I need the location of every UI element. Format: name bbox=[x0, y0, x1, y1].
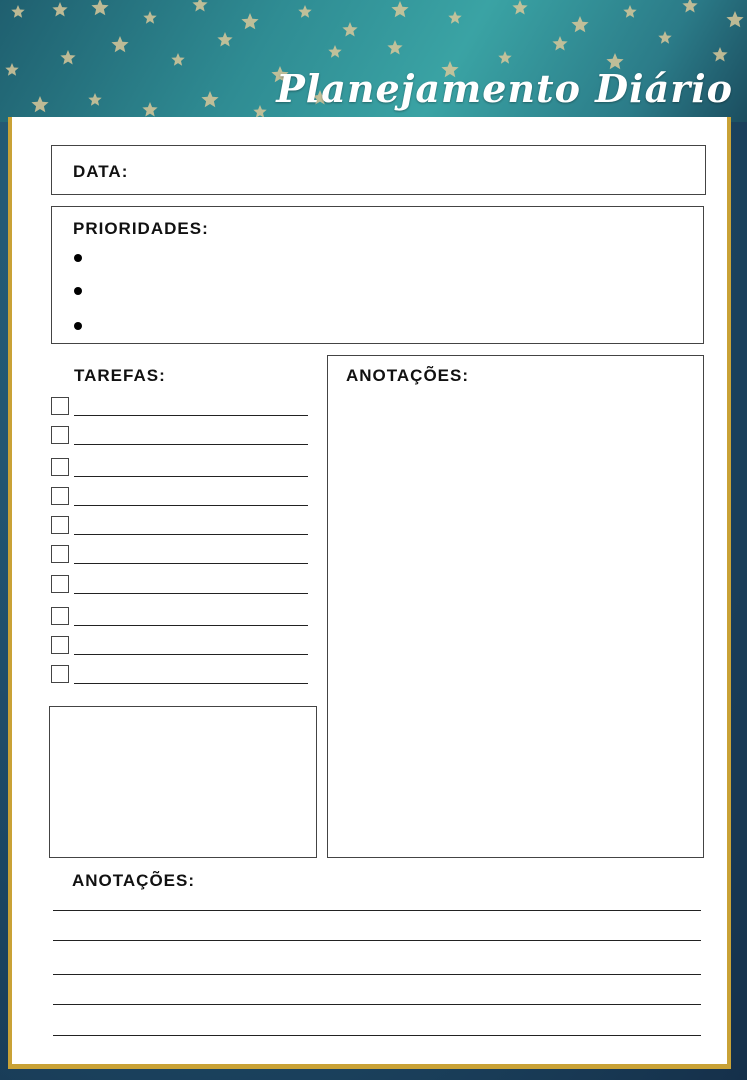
notes-panel-label: ANOTAÇÕES: bbox=[346, 366, 470, 385]
task-checkbox[interactable] bbox=[51, 665, 69, 683]
notes-panel[interactable] bbox=[327, 355, 704, 858]
star-icon bbox=[88, 93, 101, 106]
star-icon bbox=[448, 11, 461, 24]
star-icon bbox=[201, 91, 218, 107]
blank-box[interactable] bbox=[49, 706, 317, 858]
page-title: Planejamento Diário bbox=[276, 66, 733, 111]
notes-line[interactable] bbox=[53, 974, 701, 975]
star-icon bbox=[498, 51, 511, 64]
priorities-box[interactable] bbox=[51, 206, 704, 344]
star-icon bbox=[11, 5, 24, 18]
notes-line[interactable] bbox=[53, 1004, 701, 1005]
star-icon bbox=[142, 102, 157, 117]
task-checkbox[interactable] bbox=[51, 516, 69, 534]
planner-sheet bbox=[8, 117, 731, 1069]
tasks-label: TAREFAS: bbox=[74, 366, 166, 385]
task-checkbox[interactable] bbox=[51, 575, 69, 593]
task-line[interactable] bbox=[74, 415, 308, 416]
star-icon bbox=[31, 96, 48, 112]
star-icon bbox=[387, 40, 402, 55]
star-icon bbox=[111, 36, 128, 52]
star-icon bbox=[217, 32, 232, 47]
star-icon bbox=[512, 0, 527, 15]
star-icon bbox=[391, 1, 408, 17]
task-line[interactable] bbox=[74, 625, 308, 626]
priority-bullet bbox=[74, 254, 82, 262]
star-icon bbox=[253, 105, 266, 118]
task-checkbox[interactable] bbox=[51, 607, 69, 625]
task-line[interactable] bbox=[74, 593, 308, 594]
task-checkbox[interactable] bbox=[51, 545, 69, 563]
date-box[interactable] bbox=[51, 145, 706, 195]
star-icon bbox=[298, 5, 311, 18]
star-icon bbox=[171, 53, 184, 66]
notes-line[interactable] bbox=[53, 1035, 701, 1036]
task-line[interactable] bbox=[74, 476, 308, 477]
star-icon bbox=[91, 0, 108, 15]
star-icon bbox=[5, 63, 18, 76]
star-icon bbox=[571, 16, 588, 32]
task-line[interactable] bbox=[74, 534, 308, 535]
star-icon bbox=[143, 11, 156, 24]
notes-line[interactable] bbox=[53, 910, 701, 911]
star-icon bbox=[241, 13, 258, 29]
date-label: DATA: bbox=[73, 162, 129, 181]
star-icon bbox=[658, 31, 671, 44]
task-checkbox[interactable] bbox=[51, 636, 69, 654]
header-banner bbox=[0, 0, 747, 122]
priority-bullet bbox=[74, 287, 82, 295]
notes-bottom-label: ANOTAÇÕES: bbox=[72, 871, 196, 890]
task-checkbox[interactable] bbox=[51, 487, 69, 505]
task-line[interactable] bbox=[74, 444, 308, 445]
star-icon bbox=[328, 45, 341, 58]
star-icon bbox=[342, 22, 357, 37]
star-icon bbox=[712, 47, 727, 62]
star-icon bbox=[552, 36, 567, 51]
task-line[interactable] bbox=[74, 654, 308, 655]
task-line[interactable] bbox=[74, 505, 308, 506]
task-checkbox[interactable] bbox=[51, 426, 69, 444]
star-icon bbox=[682, 0, 697, 13]
star-icon bbox=[192, 0, 207, 12]
star-icon bbox=[52, 2, 67, 17]
star-icon bbox=[60, 50, 75, 65]
task-checkbox[interactable] bbox=[51, 458, 69, 476]
priority-bullet bbox=[74, 322, 82, 330]
priorities-label: PRIORIDADES: bbox=[73, 219, 209, 238]
task-checkbox[interactable] bbox=[51, 397, 69, 415]
star-icon bbox=[623, 5, 636, 18]
task-line[interactable] bbox=[74, 683, 308, 684]
star-icon bbox=[726, 11, 743, 27]
task-line[interactable] bbox=[74, 563, 308, 564]
notes-line[interactable] bbox=[53, 940, 701, 941]
